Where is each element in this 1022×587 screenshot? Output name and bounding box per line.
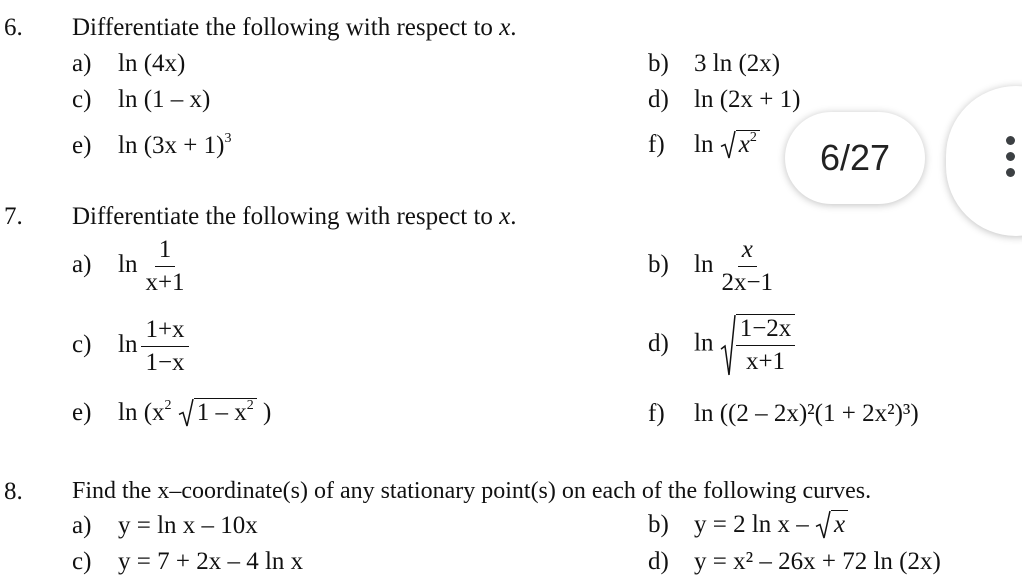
- q7-item-e: e) $\ln (x^2$ $1 - x^2$ ): [72, 397, 272, 426]
- q8-item-b: b) y = 2 ln x – x: [648, 510, 848, 539]
- fraction: $\frac{1-2x}{x+1}$: [736, 315, 796, 376]
- fraction: $\frac{1}{x+1}$: [145, 236, 185, 296]
- q6-item-e: e) $\ln (3x + 1)^3$: [72, 130, 232, 159]
- q6-item-d: d) ln (2x + 1): [648, 86, 801, 113]
- q7-item-d: d) ln $\frac{1-2x}{x+1}$: [648, 314, 795, 376]
- q8-number: 8.: [4, 478, 23, 505]
- page-indicator: 6/27: [785, 112, 925, 204]
- q7-prompt: Differentiate the following with respect to x.: [72, 203, 517, 230]
- sqrt-sign: $x^2$: [720, 130, 760, 159]
- q8-item-a: a) y = ln x – 10x: [72, 512, 258, 539]
- q6-item-c: c) ln (1 – x): [72, 86, 211, 113]
- sqrt-sign: [720, 314, 796, 376]
- q7-item-b: b) ln $\frac{x}{2x-1}$: [648, 236, 781, 297]
- q6-item-b: b) 3 ln (2x): [648, 50, 781, 77]
- sqrt-sign: x: [815, 510, 848, 539]
- fraction: $\frac{1+x}{1-x}$: [141, 316, 188, 377]
- q6-number: 6.: [4, 14, 23, 41]
- q7-item-c: c) ln $\frac{1+x}{1-x}$: [72, 316, 193, 377]
- q8-item-c: c) y = 7 + 2x – 4 ln x: [72, 548, 304, 575]
- q7-item-f: f) ln ((2 – 2x)²(1 + 2x²)³): [648, 400, 919, 427]
- q8-prompt: Find the x–coordinate(s) of any stationary point(s) on each of the following curves.: [72, 478, 872, 504]
- q6-item-a: a) ln (4x): [72, 50, 186, 77]
- more-vert-icon: [946, 86, 1022, 236]
- q7-number: 7.: [4, 203, 23, 230]
- q6-prompt: Differentiate the following with respect to x.: [72, 14, 517, 41]
- q7-item-a: a) ln $\frac{1}{x+1}$: [72, 236, 193, 297]
- q8-item-d: d) y = x² – 26x + 72 ln (2x): [648, 548, 941, 575]
- more-options-button[interactable]: [946, 86, 1022, 236]
- q6-item-f: f) ln $x^2$: [648, 130, 760, 159]
- sqrt-sign: $1 - x^2$: [178, 398, 257, 427]
- fraction: $\frac{x}{2x-1}$: [721, 236, 774, 296]
